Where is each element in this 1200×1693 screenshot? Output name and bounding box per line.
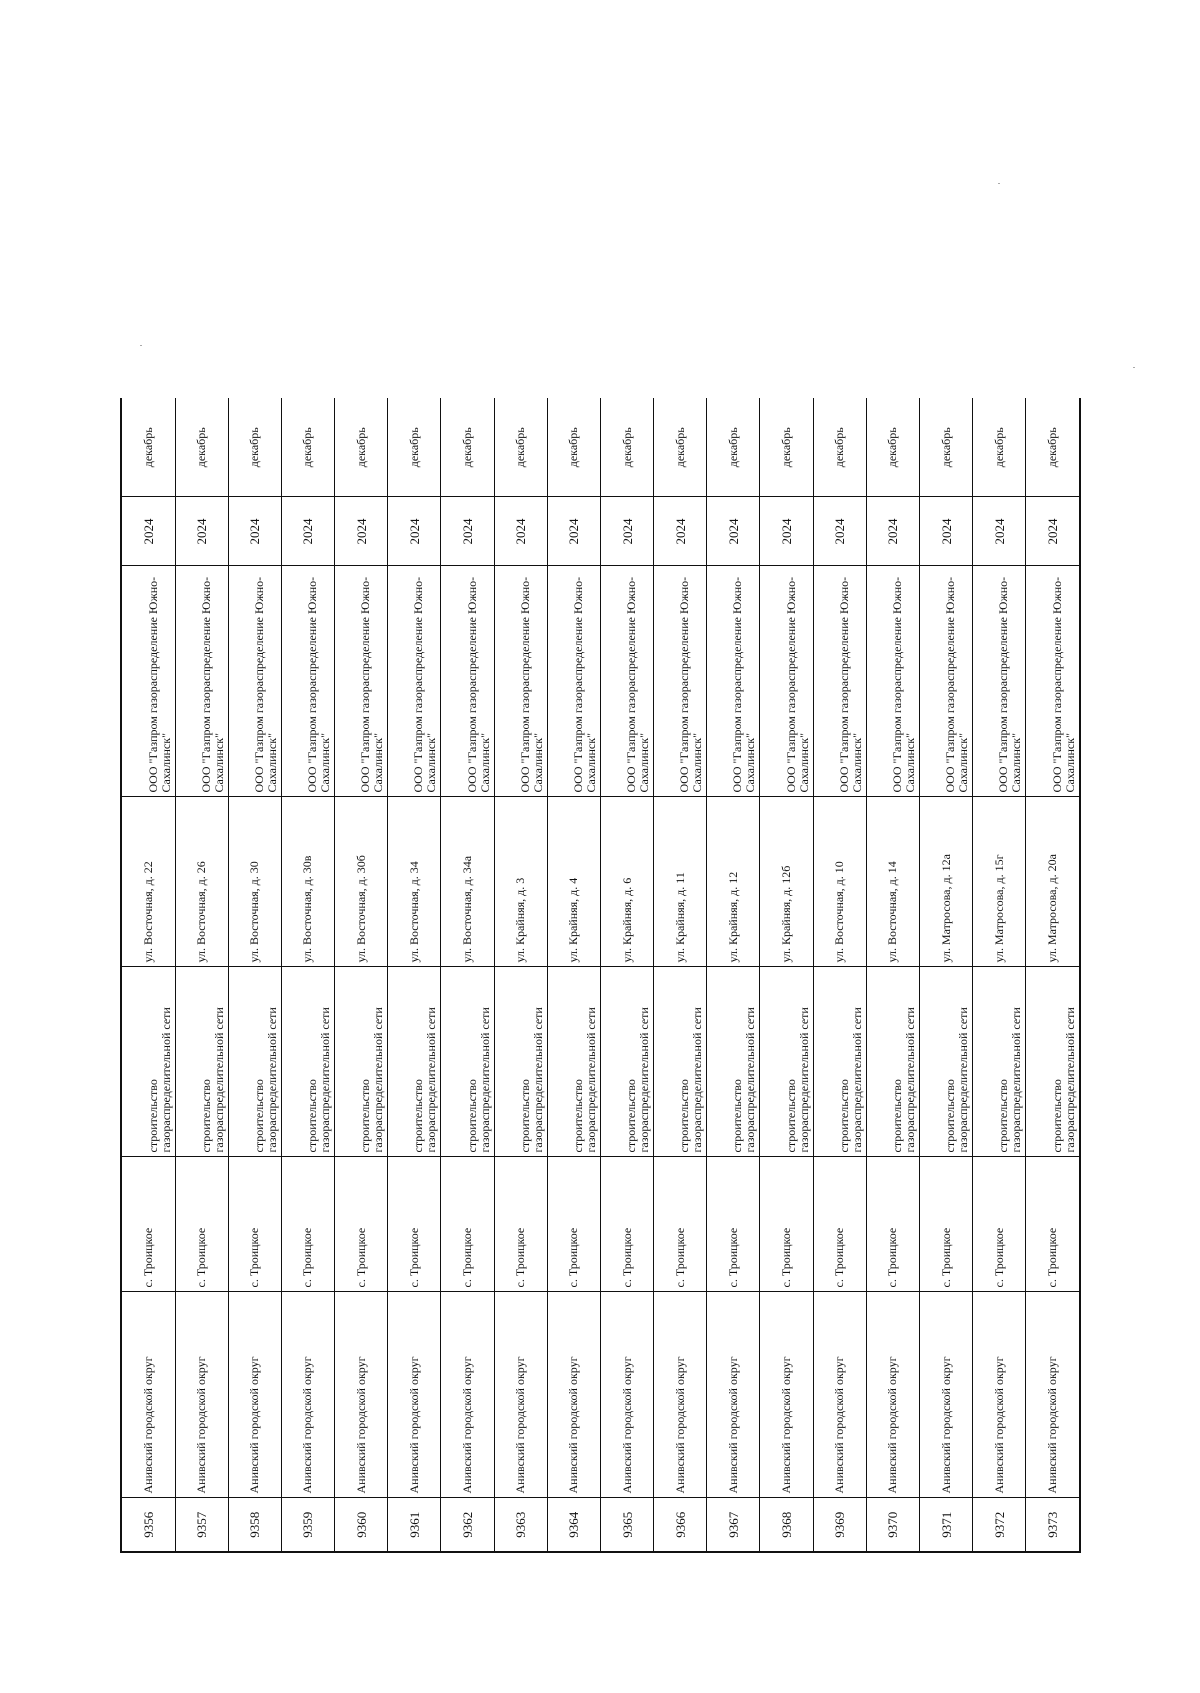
address-cell: ул. Матросова, д. 20а [1026,797,1080,967]
table-row [441,398,494,1552]
work-type-cell: строительство газораспределительной сети [760,967,813,1157]
table-row [547,398,600,1552]
settlement-cell: с. Троицкое [547,1157,600,1292]
district-cell: Анивский городской округ [228,1292,281,1498]
work-type-cell: строительство газораспределительной сети [441,967,494,1157]
table-row [813,398,866,1552]
district-cell: Анивский городской округ [654,1292,707,1498]
month-cell: декабрь [760,398,813,497]
month-cell: декабрь [919,398,972,497]
district-cell: Анивский городской округ [813,1292,866,1498]
row-number-cell: 9368 [760,1498,813,1552]
table-row [281,398,334,1552]
organization-cell: ООО "Газпром газораспределение Южно-Сахалинск" [654,566,707,797]
organization-cell: ООО "Газпром газораспределение Южно-Сахалинск" [175,566,228,797]
address-cell: ул. Матросова, д. 15г [973,797,1026,967]
rotated-table-container [120,398,1081,1553]
row-number-cell: 9358 [228,1498,281,1552]
row-number-cell: 9356 [121,1498,175,1552]
district-cell: Анивский городской округ [973,1292,1026,1498]
district-cell: Анивский городской округ [494,1292,547,1498]
year-cell: 2024 [1026,497,1080,566]
year-cell: 2024 [388,497,441,566]
year-cell: 2024 [919,497,972,566]
address-cell: ул. Восточная, д. 34а [441,797,494,967]
month-cell: декабрь [335,398,388,497]
table-row [121,398,175,1552]
address-cell: ул. Восточная, д. 22 [121,797,175,967]
address-cell: ул. Крайняя, д. 3 [494,797,547,967]
row-number-cell: 9372 [973,1498,1026,1552]
work-type-cell: строительство газораспределительной сети [388,967,441,1157]
row-number-cell: 9359 [281,1498,334,1552]
month-cell: декабрь [281,398,334,497]
row-number-cell: 9357 [175,1498,228,1552]
month-cell: декабрь [654,398,707,497]
year-cell: 2024 [335,497,388,566]
work-type-cell: строительство газораспределительной сети [228,967,281,1157]
settlement-cell: с. Троицкое [813,1157,866,1292]
organization-cell: ООО "Газпром газораспределение Южно-Сахалинск" [335,566,388,797]
month-cell: декабрь [707,398,760,497]
organization-cell: ООО "Газпром газораспределение Южно-Сахалинск" [919,566,972,797]
organization-cell: ООО "Газпром газораспределение Южно-Сахалинск" [760,566,813,797]
table-row [1026,398,1080,1552]
month-cell: декабрь [973,398,1026,497]
district-cell: Анивский городской округ [866,1292,919,1498]
organization-cell: ООО "Газпром газораспределение Южно-Сахалинск" [388,566,441,797]
address-cell: ул. Восточная, д. 30б [335,797,388,967]
organization-cell: ООО "Газпром газораспределение Южно-Сахалинск" [707,566,760,797]
scan-speck [1133,367,1135,368]
organization-cell: ООО "Газпром газораспределение Южно-Сахалинск" [494,566,547,797]
table-row [228,398,281,1552]
address-cell: ул. Восточная, д. 30в [281,797,334,967]
row-number-cell: 9360 [335,1498,388,1552]
work-type-cell: строительство газораспределительной сети [813,967,866,1157]
month-cell: декабрь [228,398,281,497]
table-row [760,398,813,1552]
row-number-cell: 9365 [600,1498,653,1552]
address-cell: ул. Восточная, д. 26 [175,797,228,967]
year-cell: 2024 [813,497,866,566]
work-type-cell: строительство газораспределительной сети [121,967,175,1157]
year-cell: 2024 [600,497,653,566]
organization-cell: ООО "Газпром газораспределение Южно-Сахалинск" [600,566,653,797]
organization-cell: ООО "Газпром газораспределение Южно-Сахалинск" [228,566,281,797]
work-type-cell: строительство газораспределительной сети [175,967,228,1157]
settlement-cell: с. Троицкое [335,1157,388,1292]
work-type-cell: строительство газораспределительной сети [707,967,760,1157]
scan-speck [140,345,142,346]
work-type-cell: строительство газораспределительной сети [866,967,919,1157]
settlement-cell: с. Троицкое [441,1157,494,1292]
year-cell: 2024 [121,497,175,566]
address-cell: ул. Матросова, д. 12а [919,797,972,967]
work-type-cell: строительство газораспределительной сети [1026,967,1080,1157]
address-cell: ул. Восточная, д. 10 [813,797,866,967]
work-type-cell: строительство газораспределительной сети [494,967,547,1157]
organization-cell: ООО "Газпром газораспределение Южно-Сахалинск" [1026,566,1080,797]
table-row [335,398,388,1552]
table-row [654,398,707,1552]
year-cell: 2024 [228,497,281,566]
settlement-cell: с. Троицкое [760,1157,813,1292]
settlement-cell: с. Троицкое [600,1157,653,1292]
row-number-cell: 9362 [441,1498,494,1552]
address-cell: ул. Восточная, д. 34 [388,797,441,967]
table-row [494,398,547,1552]
settlement-cell: с. Троицкое [281,1157,334,1292]
row-number-cell: 9367 [707,1498,760,1552]
year-cell: 2024 [654,497,707,566]
organization-cell: ООО "Газпром газораспределение Южно-Сахалинск" [441,566,494,797]
month-cell: декабрь [1026,398,1080,497]
work-type-cell: строительство газораспределительной сети [600,967,653,1157]
district-cell: Анивский городской округ [1026,1292,1080,1498]
district-cell: Анивский городской округ [388,1292,441,1498]
district-cell: Анивский городской округ [760,1292,813,1498]
row-number-cell: 9366 [654,1498,707,1552]
year-cell: 2024 [760,497,813,566]
table-row [388,398,441,1552]
address-cell: ул. Восточная, д. 30 [228,797,281,967]
row-number-cell: 9361 [388,1498,441,1552]
row-number-cell: 9371 [919,1498,972,1552]
row-number-cell: 9370 [866,1498,919,1552]
district-cell: Анивский городской округ [335,1292,388,1498]
settlement-cell: с. Троицкое [654,1157,707,1292]
work-type-cell: строительство газораспределительной сети [654,967,707,1157]
address-cell: ул. Восточная, д. 14 [866,797,919,967]
settlement-cell: с. Троицкое [973,1157,1026,1292]
work-type-cell: строительство газораспределительной сети [281,967,334,1157]
district-cell: Анивский городской округ [441,1292,494,1498]
organization-cell: ООО "Газпром газораспределение Южно-Сахалинск" [973,566,1026,797]
row-number-cell: 9373 [1026,1498,1080,1552]
month-cell: декабрь [547,398,600,497]
address-cell: ул. Крайняя, д. 6 [600,797,653,967]
district-cell: Анивский городской округ [600,1292,653,1498]
table-row [919,398,972,1552]
organization-cell: ООО "Газпром газораспределение Южно-Сахалинск" [281,566,334,797]
district-cell: Анивский городской округ [919,1292,972,1498]
organization-cell: ООО "Газпром газораспределение Южно-Сахалинск" [866,566,919,797]
settlement-cell: с. Троицкое [1026,1157,1080,1292]
year-cell: 2024 [494,497,547,566]
year-cell: 2024 [547,497,600,566]
table-row [600,398,653,1552]
scan-speck [998,183,1000,184]
settlement-cell: с. Троицкое [121,1157,175,1292]
year-cell: 2024 [866,497,919,566]
settlement-cell: с. Троицкое [228,1157,281,1292]
address-cell: ул. Крайняя, д. 12 [707,797,760,967]
work-type-cell: строительство газораспределительной сети [335,967,388,1157]
address-cell: ул. Крайняя, д. 4 [547,797,600,967]
month-cell: декабрь [813,398,866,497]
row-number-cell: 9369 [813,1498,866,1552]
year-cell: 2024 [707,497,760,566]
address-cell: ул. Крайняя, д. 12б [760,797,813,967]
work-type-cell: строительство газораспределительной сети [973,967,1026,1157]
address-cell: ул. Крайняя, д. 11 [654,797,707,967]
row-number-cell: 9363 [494,1498,547,1552]
settlement-cell: с. Троицкое [707,1157,760,1292]
organization-cell: ООО "Газпром газораспределение Южно-Сахалинск" [813,566,866,797]
district-cell: Анивский городской округ [547,1292,600,1498]
table-row [707,398,760,1552]
district-cell: Анивский городской округ [707,1292,760,1498]
organization-cell: ООО "Газпром газораспределение Южно-Сахалинск" [547,566,600,797]
work-type-cell: строительство газораспределительной сети [919,967,972,1157]
settlement-cell: с. Троицкое [919,1157,972,1292]
work-type-cell: строительство газораспределительной сети [547,967,600,1157]
month-cell: декабрь [121,398,175,497]
month-cell: декабрь [600,398,653,497]
year-cell: 2024 [441,497,494,566]
district-cell: Анивский городской округ [281,1292,334,1498]
table-row [973,398,1026,1552]
year-cell: 2024 [281,497,334,566]
year-cell: 2024 [973,497,1026,566]
district-cell: Анивский городской округ [175,1292,228,1498]
month-cell: декабрь [388,398,441,497]
month-cell: декабрь [175,398,228,497]
row-number-cell: 9364 [547,1498,600,1552]
month-cell: декабрь [866,398,919,497]
organization-cell: ООО "Газпром газораспределение Южно-Сахалинск" [121,566,175,797]
settlement-cell: с. Троицкое [175,1157,228,1292]
table-row [175,398,228,1552]
year-cell: 2024 [175,497,228,566]
table-row [866,398,919,1552]
month-cell: декабрь [441,398,494,497]
month-cell: декабрь [494,398,547,497]
district-cell: Анивский городской округ [121,1292,175,1498]
settlement-cell: с. Троицкое [388,1157,441,1292]
gasification-register-table [120,398,1081,1553]
settlement-cell: с. Троицкое [866,1157,919,1292]
settlement-cell: с. Троицкое [494,1157,547,1292]
document-page [120,398,1081,1553]
